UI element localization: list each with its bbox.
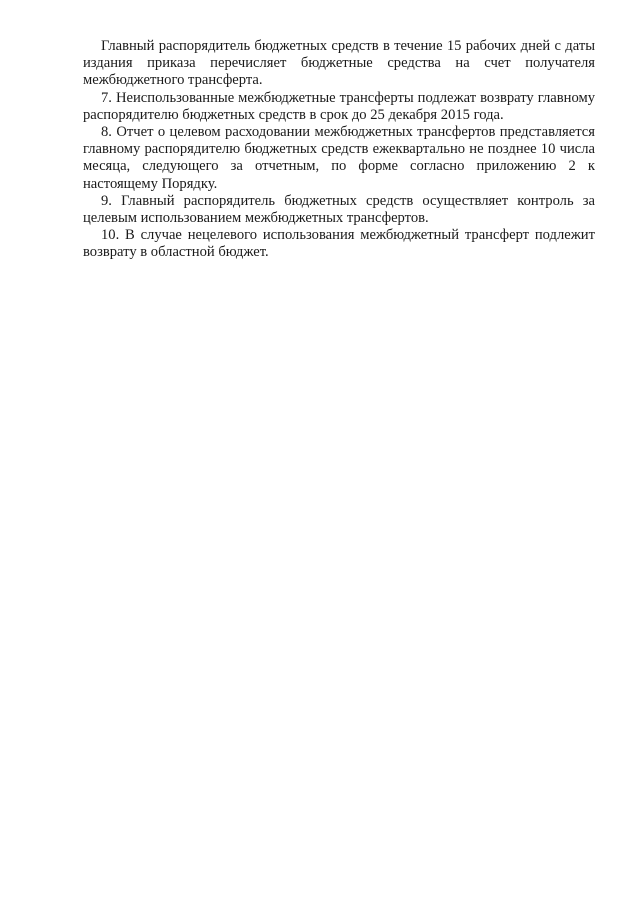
paragraph-7-unused-transfers: 7. Неиспользованные межбюджетные трансферты подлежат возврату главному распорядителю бюджетных средств в срок до 25 декабря 2015 года.: [83, 89, 595, 123]
paragraph-8-report: 8. Отчет о целевом расходовании межбюджетных трансфертов представляется главному распорядителю бюджетных средств ежеквартально не позднее 10 числа месяца, следующего за отчетным, по форме согласно приложению 2 к настоящему Порядку.: [83, 124, 595, 192]
document-page: [83, 38, 595, 262]
paragraph-9-control: 9. Главный распорядитель бюджетных средств осуществляет контроль за целевым использованием межбюджетных трансфертов.: [83, 192, 595, 227]
paragraph-transfer-timing: Главный распорядитель бюджетных средств в течение 15 рабочих дней с даты издания приказа перечисляет бюджетные средства на счет получателя межбюджетного трансферта.: [83, 38, 595, 89]
paragraph-10-misuse: 10. В случае нецелевого использования межбюджетный трансферт подлежит возврату в областной бюджет.: [83, 227, 595, 261]
